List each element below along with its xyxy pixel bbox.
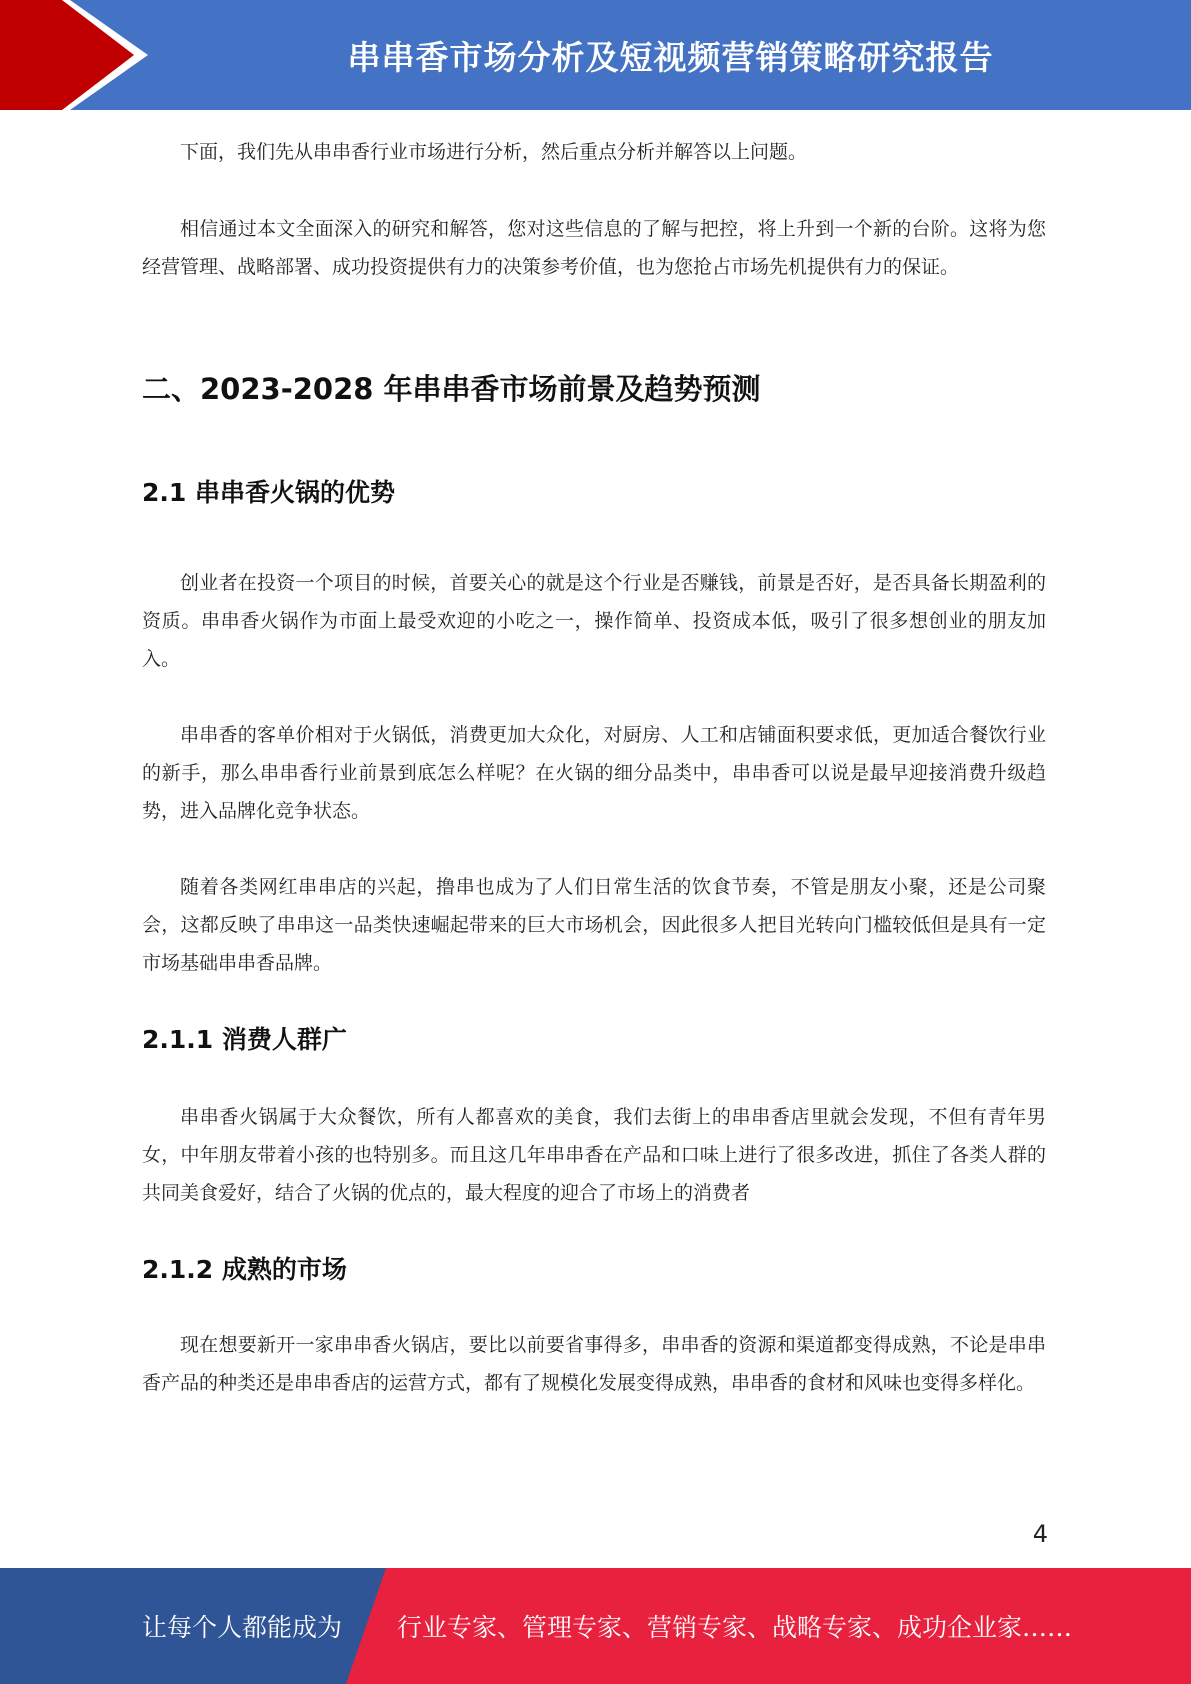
paragraph-value: 相信通过本文全面深入的研究和解答，您对这些信息的了解与把控，将上升到一个新的台阶。这将为您经营管理、战略部署、成功投资提供有力的决策参考价值，也为您抢占市场先机提供有力的保证。 [142,218,1046,278]
report-title: 串串香市场分析及短视频营销策略研究报告 [347,37,994,77]
section-heading-2: 二、2023-2028 年串串香市场前景及趋势预测 [142,372,761,406]
paragraph-advantage-2: 串串香的客单价相对于火锅低，消费更加大众化，对厨房、人工和店铺面积要求低，更加适合餐饮行业的新手，那么串串香行业前景到底怎么样呢？在火锅的细分品类中，串串香可以说是最早迎接消费升级趋势，进入品牌化竞争状态。 [142,724,1046,822]
subsection-heading-2-1-1: 2.1.1 消费人群广 [142,1025,347,1054]
paragraph-market: 现在想要新开一家串串香火锅店，要比以前要省事得多，串串香的资源和渠道都变得成熟，不论是串串香产品的种类还是串串香店的运营方式，都有了规模化发展变得成熟，串串香的食材和风味也变得多样化。 [142,1334,1046,1394]
subsection-heading-2-1: 2.1 串串香火锅的优势 [142,478,395,507]
page-footer [0,1568,1191,1684]
footer-slogan-left: 让每个人都能成为 [142,1613,343,1642]
paragraph-consumers: 串串香火锅属于大众餐饮，所有人都喜欢的美食，我们去街上的串串香店里就会发现，不但有青年男女，中年朋友带着小孩的也特别多。而且这几年串串香在产品和口味上进行了很多改进，抓住了各类人群的共同美食爱好，结合了火锅的优点的，最大程度的迎合了市场上的消费者 [142,1106,1046,1204]
paragraph-advantage-3: 随着各类网红串串店的兴起，撸串也成为了人们日常生活的饮食节奏，不管是朋友小聚，还是公司聚会，这都反映了串串这一品类快速崛起带来的巨大市场机会，因此很多人把目光转向门槛较低但是具有一定市场基础串串香品牌。 [142,876,1046,974]
page-header [0,0,1191,110]
page-number: 4 [1032,1520,1048,1548]
paragraph-advantage-1: 创业者在投资一个项目的时候，首要关心的就是这个行业是否赚钱，前景是否好，是否具备长期盈利的资质。串串香火锅作为市面上最受欢迎的小吃之一，操作简单、投资成本低，吸引了很多想创业的朋友加入。 [142,572,1046,670]
subsection-heading-2-1-2: 2.1.2 成熟的市场 [142,1255,347,1284]
footer-slogan-right: 行业专家、管理专家、营销专家、战略专家、成功企业家…… [397,1613,1073,1642]
paragraph-intro: 下面，我们先从串串香行业市场进行分析，然后重点分析并解答以上问题。 [180,141,808,163]
